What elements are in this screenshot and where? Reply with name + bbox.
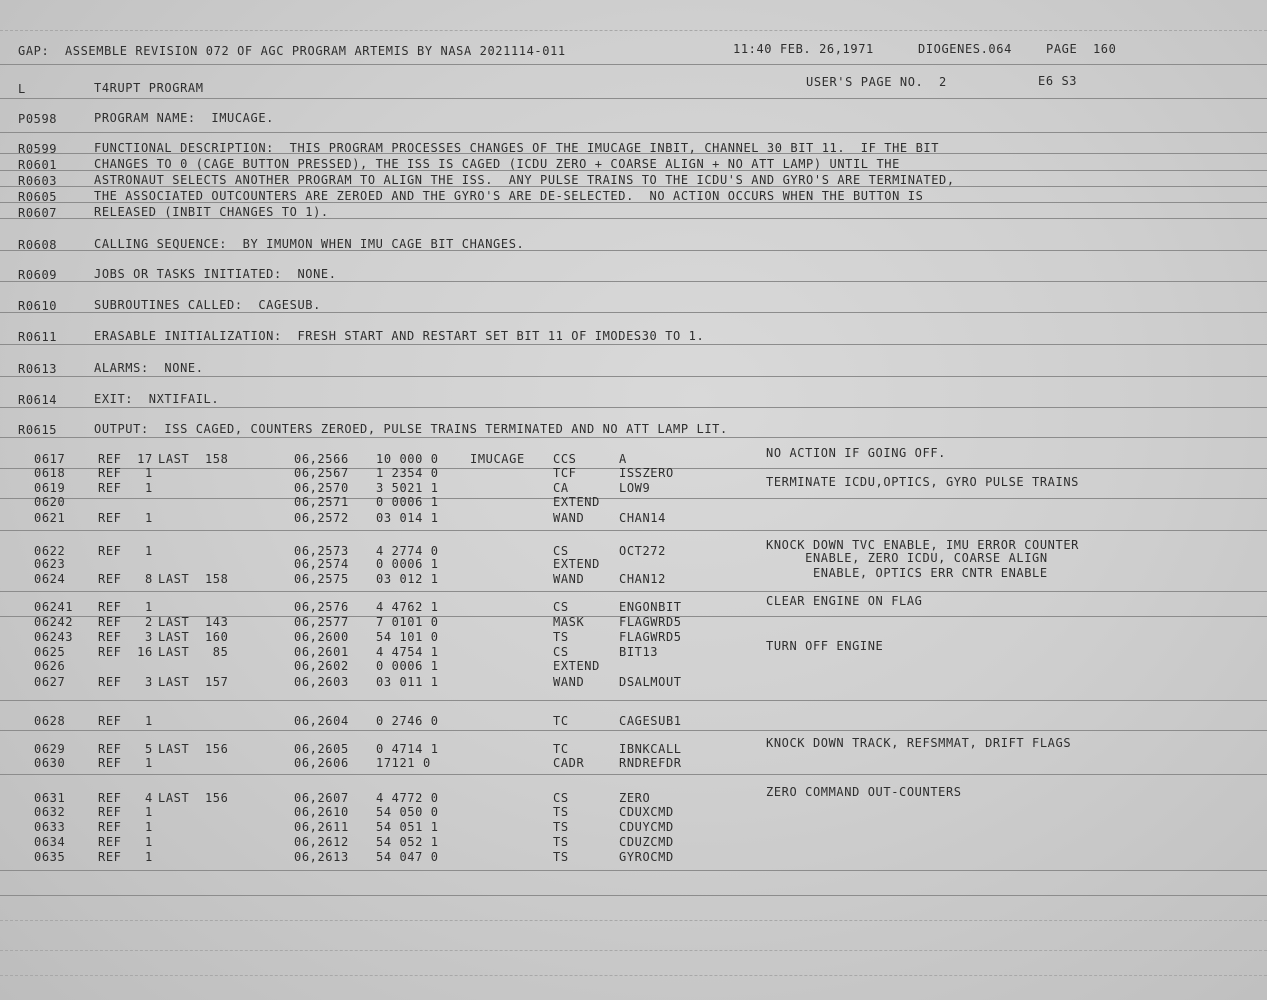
opcode: TS	[553, 805, 569, 819]
opcode: CS	[553, 791, 569, 805]
octal-word: 0 2746 0	[376, 714, 439, 728]
memory-address: 06,2613	[294, 850, 349, 864]
page-tag: E6 S3	[1038, 74, 1078, 88]
ref-count: REF 1	[98, 600, 153, 614]
octal-word: 4 4772 0	[376, 791, 439, 805]
ref-count: REF 1	[98, 805, 153, 819]
code-label: IMUCAGE	[470, 452, 525, 466]
octal-word: 0 0006 1	[376, 557, 439, 571]
opcode: WAND	[553, 511, 585, 525]
opcode: CS	[553, 600, 569, 614]
memory-address: 06,2576	[294, 600, 349, 614]
comment-text: FUNCTIONAL DESCRIPTION: THIS PROGRAM PROCESSES CHANGES OF THE IMUCAGE INBIT, CHANNEL 30 BIT 11. IF THE BIT	[94, 141, 940, 155]
opcode: TS	[553, 630, 569, 644]
page-number: PAGE 160	[1046, 42, 1117, 56]
octal-word: 1 2354 0	[376, 466, 439, 480]
code-line-number: 0627	[34, 675, 66, 689]
code-line-number: 0618	[34, 466, 66, 480]
last-ref: LAST 85	[158, 645, 229, 659]
last-ref: LAST 160	[158, 630, 229, 644]
operand: FLAGWRD5	[619, 615, 682, 629]
operand: GYROCMD	[619, 850, 674, 864]
operand: CDUZCMD	[619, 835, 674, 849]
operand: CHAN14	[619, 511, 666, 525]
octal-word: 3 5021 1	[376, 481, 439, 495]
code-line-number: 0630	[34, 756, 66, 770]
comment-line-number: R0599	[18, 142, 58, 156]
memory-address: 06,2566	[294, 452, 349, 466]
code-line-number: 0617	[34, 452, 66, 466]
operand: A	[619, 452, 627, 466]
listing-header-title: GAP: ASSEMBLE REVISION 072 OF AGC PROGRAM ARTEMIS BY NASA 2021114-011	[18, 44, 566, 58]
opcode: EXTEND	[553, 495, 600, 509]
operand: IBNKCALL	[619, 742, 682, 756]
octal-word: 4 4754 1	[376, 645, 439, 659]
ref-count: REF 3	[98, 675, 153, 689]
operand: DSALMOUT	[619, 675, 682, 689]
code-comment: TURN OFF ENGINE	[766, 639, 884, 653]
ref-count: REF 8	[98, 572, 153, 586]
opcode: MASK	[553, 615, 585, 629]
code-line-number: 0628	[34, 714, 66, 728]
code-line-number: 0623	[34, 557, 66, 571]
code-line-number: 0625	[34, 645, 66, 659]
memory-address: 06,2571	[294, 495, 349, 509]
ref-count: REF 1	[98, 481, 153, 495]
opcode: TS	[553, 820, 569, 834]
memory-address: 06,2567	[294, 466, 349, 480]
code-line-number: 0635	[34, 850, 66, 864]
octal-word: 0 4714 1	[376, 742, 439, 756]
code-comment: ENABLE, OPTICS ERR CNTR ENABLE	[766, 566, 1048, 580]
memory-address: 06,2574	[294, 557, 349, 571]
octal-word: 4 4762 1	[376, 600, 439, 614]
code-line-number: 0632	[34, 805, 66, 819]
code-line-number: 0624	[34, 572, 66, 586]
ref-count: REF 1	[98, 820, 153, 834]
code-comment: CLEAR ENGINE ON FLAG	[766, 594, 923, 608]
opcode: CS	[553, 645, 569, 659]
code-comment: KNOCK DOWN TVC ENABLE, IMU ERROR COUNTER	[766, 538, 1079, 552]
octal-word: 4 2774 0	[376, 544, 439, 558]
ref-count: REF 1	[98, 850, 153, 864]
memory-address: 06,2607	[294, 791, 349, 805]
listing-source: DIOGENES.064	[918, 42, 1012, 56]
comment-line-number: R0608	[18, 238, 58, 252]
comment-line-number: P0598	[18, 112, 58, 126]
code-line-number: 06243	[34, 630, 74, 644]
section-title: T4RUPT PROGRAM	[94, 81, 204, 95]
code-line-number: 0621	[34, 511, 66, 525]
comment-text: EXIT: NXTIFAIL.	[94, 392, 220, 406]
memory-address: 06,2610	[294, 805, 349, 819]
comment-text: THE ASSOCIATED OUTCOUNTERS ARE ZEROED AND THE GYRO'S ARE DE-SELECTED. NO ACTION OCCURS WHEN THE BUTTON IS	[94, 189, 924, 203]
comment-text: JOBS OR TASKS INITIATED: NONE.	[94, 267, 337, 281]
ref-count: REF 17	[98, 452, 153, 466]
memory-address: 06,2570	[294, 481, 349, 495]
last-ref: LAST 158	[158, 572, 229, 586]
operand: ISSZERO	[619, 466, 674, 480]
comment-line-number: R0614	[18, 393, 58, 407]
operand: ZERO	[619, 791, 651, 805]
last-ref: LAST 143	[158, 615, 229, 629]
memory-address: 06,2600	[294, 630, 349, 644]
ref-count: REF 1	[98, 756, 153, 770]
log-code: L	[18, 82, 26, 96]
last-ref: LAST 156	[158, 791, 229, 805]
opcode: WAND	[553, 675, 585, 689]
comment-text: ERASABLE INITIALIZATION: FRESH START AND RESTART SET BIT 11 OF IMODES30 TO 1.	[94, 329, 705, 343]
code-line-number: 0620	[34, 495, 66, 509]
opcode: TS	[553, 850, 569, 864]
code-line-number: 0634	[34, 835, 66, 849]
octal-word: 03 011 1	[376, 675, 439, 689]
comment-line-number: R0615	[18, 423, 58, 437]
memory-address: 06,2604	[294, 714, 349, 728]
octal-word: 54 051 1	[376, 820, 439, 834]
opcode: TC	[553, 742, 569, 756]
memory-address: 06,2601	[294, 645, 349, 659]
comment-line-number: R0610	[18, 299, 58, 313]
comment-text: PROGRAM NAME: IMUCAGE.	[94, 111, 274, 125]
memory-address: 06,2573	[294, 544, 349, 558]
operand: CHAN12	[619, 572, 666, 586]
opcode: EXTEND	[553, 659, 600, 673]
octal-word: 54 050 0	[376, 805, 439, 819]
operand: BIT13	[619, 645, 659, 659]
ref-count: REF 2	[98, 615, 153, 629]
ref-count: REF 1	[98, 511, 153, 525]
comment-text: CHANGES TO 0 (CAGE BUTTON PRESSED), THE ISS IS CAGED (ICDU ZERO + COARSE ALIGN + NO ATT LAMP) UNTIL THE	[94, 157, 900, 171]
octal-word: 03 014 1	[376, 511, 439, 525]
octal-word: 54 101 0	[376, 630, 439, 644]
code-comment: KNOCK DOWN TRACK, REFSMMAT, DRIFT FLAGS	[766, 736, 1072, 750]
code-line-number: 0626	[34, 659, 66, 673]
last-ref: LAST 157	[158, 675, 229, 689]
ref-count: REF 1	[98, 835, 153, 849]
code-comment: ENABLE, ZERO ICDU, COARSE ALIGN	[766, 551, 1048, 565]
code-line-number: 0622	[34, 544, 66, 558]
ref-count: REF 4	[98, 791, 153, 805]
ref-count: REF 5	[98, 742, 153, 756]
ref-count: REF 16	[98, 645, 153, 659]
comment-text: SUBROUTINES CALLED: CAGESUB.	[94, 298, 321, 312]
comment-line-number: R0603	[18, 174, 58, 188]
opcode: CCS	[553, 452, 577, 466]
comment-text: ASTRONAUT SELECTS ANOTHER PROGRAM TO ALIGN THE ISS. ANY PULSE TRAINS TO THE ICDU'S AND GYRO'S ARE TERMINATED,	[94, 173, 955, 187]
comment-line-number: R0613	[18, 362, 58, 376]
memory-address: 06,2612	[294, 835, 349, 849]
code-comment: TERMINATE ICDU,OPTICS, GYRO PULSE TRAINS	[766, 475, 1079, 489]
code-line-number: 06241	[34, 600, 74, 614]
opcode: TS	[553, 835, 569, 849]
ref-count: REF 1	[98, 714, 153, 728]
memory-address: 06,2611	[294, 820, 349, 834]
ref-count: REF 3	[98, 630, 153, 644]
memory-address: 06,2603	[294, 675, 349, 689]
opcode: EXTEND	[553, 557, 600, 571]
comment-line-number: R0605	[18, 190, 58, 204]
opcode: WAND	[553, 572, 585, 586]
octal-word: 0 0006 1	[376, 659, 439, 673]
comment-line-number: R0601	[18, 158, 58, 172]
comment-text: ALARMS: NONE.	[94, 361, 204, 375]
operand: FLAGWRD5	[619, 630, 682, 644]
operand: CAGESUB1	[619, 714, 682, 728]
memory-address: 06,2602	[294, 659, 349, 673]
operand: RNDREFDR	[619, 756, 682, 770]
memory-address: 06,2606	[294, 756, 349, 770]
comment-line-number: R0609	[18, 268, 58, 282]
opcode: CS	[553, 544, 569, 558]
octal-word: 54 047 0	[376, 850, 439, 864]
octal-word: 0 0006 1	[376, 495, 439, 509]
code-line-number: 0629	[34, 742, 66, 756]
memory-address: 06,2572	[294, 511, 349, 525]
opcode: TC	[553, 714, 569, 728]
octal-word: 17121 0	[376, 756, 431, 770]
comment-line-number: R0607	[18, 206, 58, 220]
octal-word: 10 000 0	[376, 452, 439, 466]
code-line-number: 06242	[34, 615, 74, 629]
code-comment: NO ACTION IF GOING OFF.	[766, 446, 946, 460]
comment-text: CALLING SEQUENCE: BY IMUMON WHEN IMU CAGE BIT CHANGES.	[94, 237, 525, 251]
memory-address: 06,2605	[294, 742, 349, 756]
octal-word: 54 052 1	[376, 835, 439, 849]
ref-count: REF 1	[98, 466, 153, 480]
code-line-number: 0633	[34, 820, 66, 834]
last-ref: LAST 156	[158, 742, 229, 756]
memory-address: 06,2577	[294, 615, 349, 629]
code-line-number: 0619	[34, 481, 66, 495]
opcode: CA	[553, 481, 569, 495]
code-comment: ZERO COMMAND OUT-COUNTERS	[766, 785, 962, 799]
operand: LOW9	[619, 481, 651, 495]
comment-line-number: R0611	[18, 330, 58, 344]
operand: CDUYCMD	[619, 820, 674, 834]
octal-word: 03 012 1	[376, 572, 439, 586]
last-ref: LAST 158	[158, 452, 229, 466]
comment-text: RELEASED (INBIT CHANGES TO 1).	[94, 205, 329, 219]
operand: CDUXCMD	[619, 805, 674, 819]
operand: OCT272	[619, 544, 666, 558]
opcode: CADR	[553, 756, 585, 770]
memory-address: 06,2575	[294, 572, 349, 586]
code-line-number: 0631	[34, 791, 66, 805]
opcode: TCF	[553, 466, 577, 480]
operand: ENGONBIT	[619, 600, 682, 614]
users-page-number: USER'S PAGE NO. 2	[806, 75, 947, 89]
ref-count: REF 1	[98, 544, 153, 558]
comment-text: OUTPUT: ISS CAGED, COUNTERS ZEROED, PULSE TRAINS TERMINATED AND NO ATT LAMP LIT.	[94, 422, 728, 436]
listing-timestamp: 11:40 FEB. 26,1971	[733, 42, 874, 56]
octal-word: 7 0101 0	[376, 615, 439, 629]
